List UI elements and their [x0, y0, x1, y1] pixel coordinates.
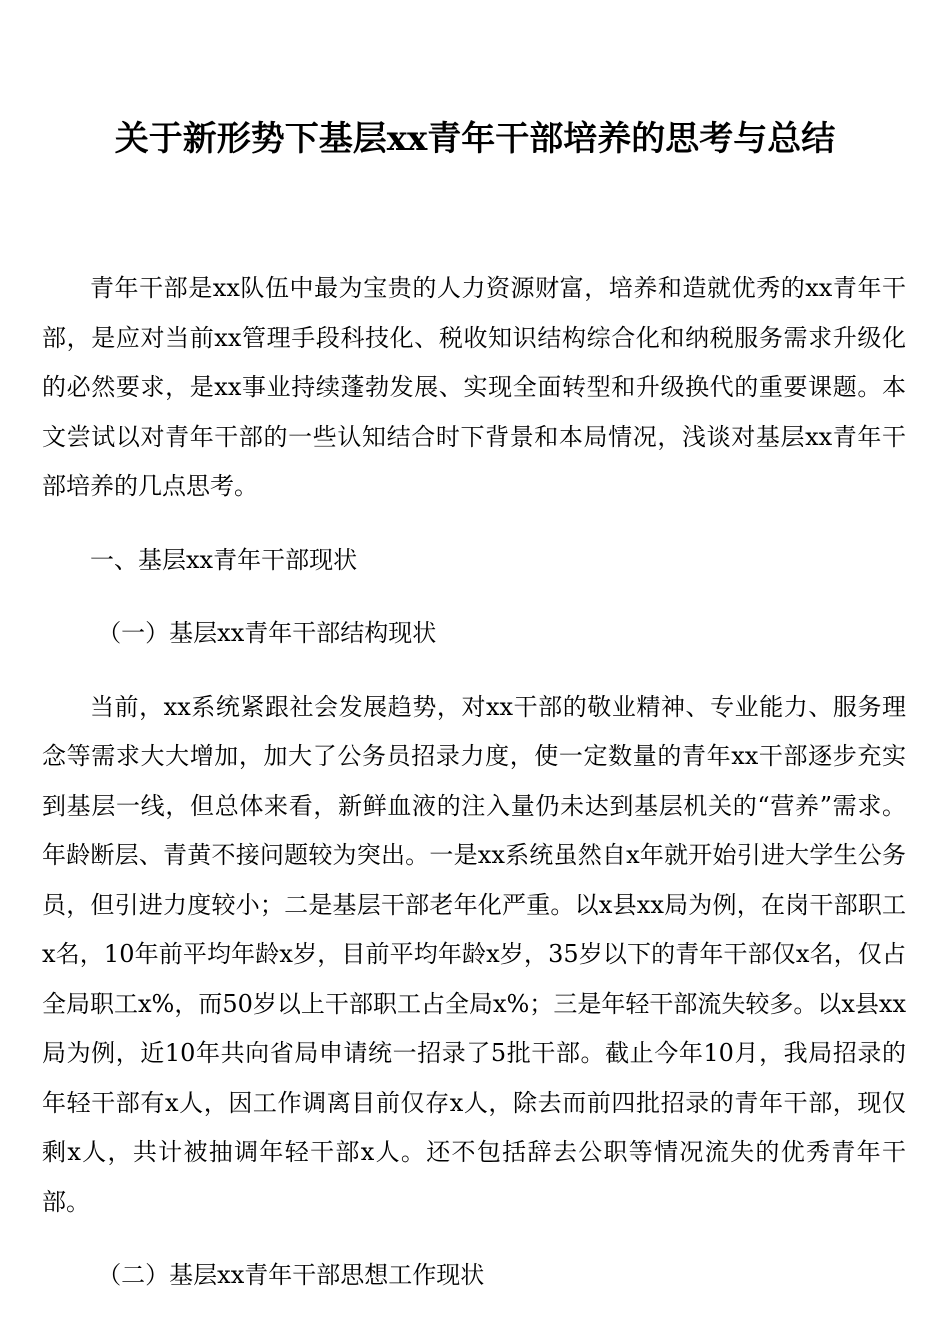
section-heading-1: 一、基层xx青年干部现状 — [90, 545, 358, 574]
intro-paragraph: 青年干部是xx队伍中最为宝贵的人力资源财富，培养和造就优秀的xx青年干部，是应对当前xx管理手段科技化、税收知识结构综合化和纳税服务需求升级化的必然要求，是xx事业持续蓬勃发展、实现全面转型和升级换代的重要课题。本文尝试以对青年干部的一些认知结合时下背景和本局情况，浅谈对基层xx青年干部培养的几点思考。 — [42, 274, 906, 500]
subsection-paragraph-1: 当前，xx系统紧跟社会发展趋势，对xx干部的敬业精神、专业能力、服务理念等需求大大增加，加大了公务员招录力度，使一定数量的青年xx干部逐步充实到基层一线，但总体来看，新鲜血液的注入量仍未达到基层机关的“营养”需求。年龄断层、青黄不接问题较为突出。一是xx系统虽然自x年就开始引进大学生公务员，但引进力度较小；二是基层干部老年化严重。以x县xx局为例，在岗干部职工x名，10年前平均年龄x岁，目前平均年龄x岁，35岁以下的青年干部仅x名，仅占全局职工x%，而50岁以上干部职工占全局x%；三是年轻干部流失较多。以x县xx局为例，近10年共向省局申请统一招录了5批干部。截止今年10月，我局招录的年轻干部有x人，因工作调离目前仅存x人，除去而前四批招录的青年干部，现仅剩x人，共计被抽调年轻干部x人。还不包括辞去公职等情况流失的优秀青年干部。 — [42, 692, 906, 1216]
document-title: 关于新形势下基层xx青年干部培养的思考与总结 — [114, 119, 836, 159]
subsection-heading-1: （一）基层xx青年干部结构现状 — [97, 619, 437, 647]
document-body — [42, 264, 906, 1301]
subsection-heading-2: （二）基层xx青年干部思想工作现状 — [97, 1261, 485, 1289]
